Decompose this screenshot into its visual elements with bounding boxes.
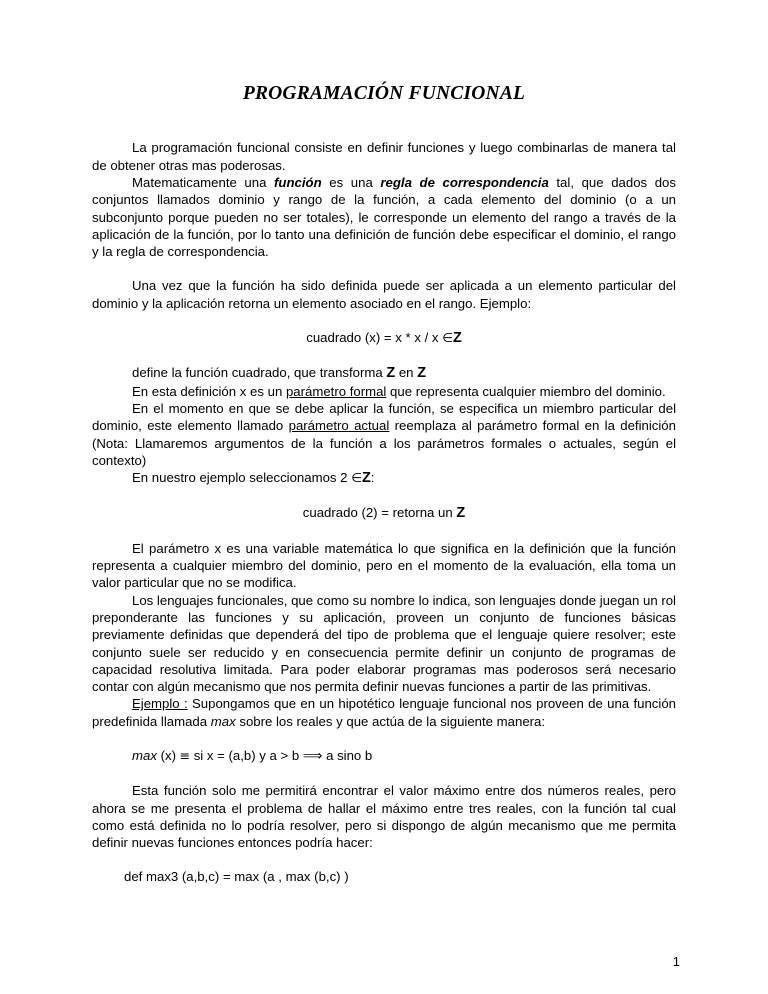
function-name-max: max: [132, 748, 157, 763]
formula-cuadrado-definition: [92, 329, 676, 347]
spacer: [92, 730, 676, 747]
application-text: Una vez que la función ha sido definida puede ser aplicada a un elemento particular del dominio y la aplicación retorna un elemento asociado en el rango. Ejemplo:: [92, 278, 676, 311]
formula-cuadrado-text: cuadrado (x) = x * x / x: [306, 330, 443, 346]
formula-max3-definition: [92, 868, 676, 885]
paragraph-ejemplo-seleccion: [92, 469, 676, 487]
document-body: [92, 82, 676, 886]
emphasis-funcion: función: [274, 174, 322, 190]
spacer: [92, 260, 676, 277]
formula-cuadrado-applied: [92, 504, 676, 522]
lenguajes-funcionales-text: Los lenguajes funcionales, que como su nombre lo indica, son lenguajes donde juegan un rol preponderante las funciones y su aplicación, proveen un conjunto de funciones básicas previamente definidas que dependerá del tipo de problema que el lenguaje quiere resolver; este conjunto suele ser reducido y en consecuencia permite definir un conjunto de programas de capacidad resolutiva limitada. Para poder elaborar programas mas poderosos será necesario contar con algún mecanismo que nos permita definir nuevas funciones a partir de las primitivas.: [92, 592, 676, 695]
element-of-symbol: ∈: [351, 470, 362, 486]
parametro-formal-post: que representa cualquier miembro del dominio.: [386, 383, 666, 399]
integer-set-symbol: Z: [361, 470, 371, 487]
label-ejemplo: Ejemplo :: [132, 696, 188, 712]
paragraph-intro: [92, 139, 676, 174]
integer-set-symbol: Z: [386, 365, 396, 382]
definition-text-mid: es una: [321, 174, 381, 190]
element-of-symbol: ∈: [442, 330, 453, 346]
integer-set-symbol: Z: [417, 365, 426, 382]
page-title: PROGRAMACIÓN FUNCIONAL: [242, 83, 526, 104]
paragraph-ejemplo-max: [92, 695, 676, 730]
ejemplo-max-post: sobre los reales y que actúa de la siguiente manera:: [235, 713, 546, 729]
ejemplo-max-mid: Supongamos que en un hipotético lenguaje funcional nos proveen de una función predefinida llamada: [92, 696, 676, 729]
emphasis-regla-correspondencia: regla de correspondencia: [380, 174, 549, 190]
page-number: 1: [672, 954, 680, 969]
formula-max3-text: def max3 (a,b,c) = max (a , max (b,c) ): [124, 869, 349, 885]
paragraph-lenguajes-funcionales: [92, 592, 676, 696]
paragraph-max-limitation: [92, 782, 676, 851]
seleccion-text-pre: En nuestro ejemplo seleccionamos 2: [132, 470, 352, 486]
define-text-mid: en: [395, 365, 418, 381]
definition-text-post: tal, que dados dos conjuntos llamados dominio y rango de la función, a cada elemento del dominio (o a un subconjunto porque pueden no ser totales), le corresponde un elemento del rango a través de la aplicación de la función, por lo tanto una definición de función debe especificar el dominio, el rango y la regla de correspondencia.: [92, 174, 676, 260]
formula-max-result: a sino b: [322, 748, 373, 763]
definition-text-pre: Matematicamente una: [132, 174, 275, 190]
max-limitation-text: Esta función solo me permitirá encontrar el valor máximo entre dos números reales, pero ahora se me presenta el problema de hallar el máximo entre tres reales, con la función tal cual como está definida no lo podría resolver, pero si dispongo de algún mecanismo que me permita definir nuevas funciones entonces podría hacer:: [92, 783, 676, 851]
formula-max-condition: si x = (a,b) y a > b: [190, 748, 303, 763]
formula-max-args: (x): [156, 748, 180, 763]
paragraph-intro-text: La programación funcional consiste en definir funciones y luego combinarlas de manera tal de obtener otras mas poderosas.: [92, 140, 676, 173]
integer-set-symbol: Z: [452, 330, 462, 347]
paragraph-define-cuadrado: [92, 364, 676, 382]
function-name-max: max: [210, 713, 236, 729]
paragraph-application: [92, 277, 676, 312]
spacer: [92, 347, 676, 364]
equivalence-symbol: ≡: [179, 748, 191, 763]
spacer: [92, 523, 676, 540]
integer-set-symbol: Z: [456, 505, 466, 522]
term-parametro-actual: parámetro actual: [288, 418, 390, 434]
paragraph-variable-matematica: [92, 540, 676, 592]
implies-symbol: ⟹: [302, 748, 323, 764]
spacer: [92, 851, 676, 868]
spacer: [92, 487, 676, 504]
parametro-formal-pre: En esta definición x es un: [132, 383, 286, 399]
formula-applied-text: cuadrado (2) = retorna un: [302, 505, 457, 521]
seleccion-text-post: :: [370, 470, 375, 486]
spacer: [92, 312, 676, 329]
variable-matematica-text: El parámetro x es una variable matemática lo que significa en la definición que la función representa a cualquier miembro del dominio, pero en el momento de la evaluación, ella toma un valor particular que no se modifica.: [92, 540, 676, 591]
formula-max-definition: [92, 747, 676, 765]
define-text-pre: define la función cuadrado, que transforma: [132, 365, 387, 381]
term-parametro-formal: parámetro formal: [285, 383, 387, 399]
parametro-actual-post: reemplaza al parámetro formal en la definición (Nota: Llamaremos argumentos de la función a los parámetros formales o actuales, según el contexto): [92, 418, 676, 468]
spacer: [92, 765, 676, 782]
parametro-actual-pre: En el momento en que se debe aplicar la función, se especifica un miembro particular del dominio, este elemento llamado: [92, 400, 676, 434]
paragraph-definition: [92, 174, 676, 260]
paragraph-parametro-formal: [92, 383, 676, 400]
paragraph-parametro-actual: [92, 400, 676, 469]
